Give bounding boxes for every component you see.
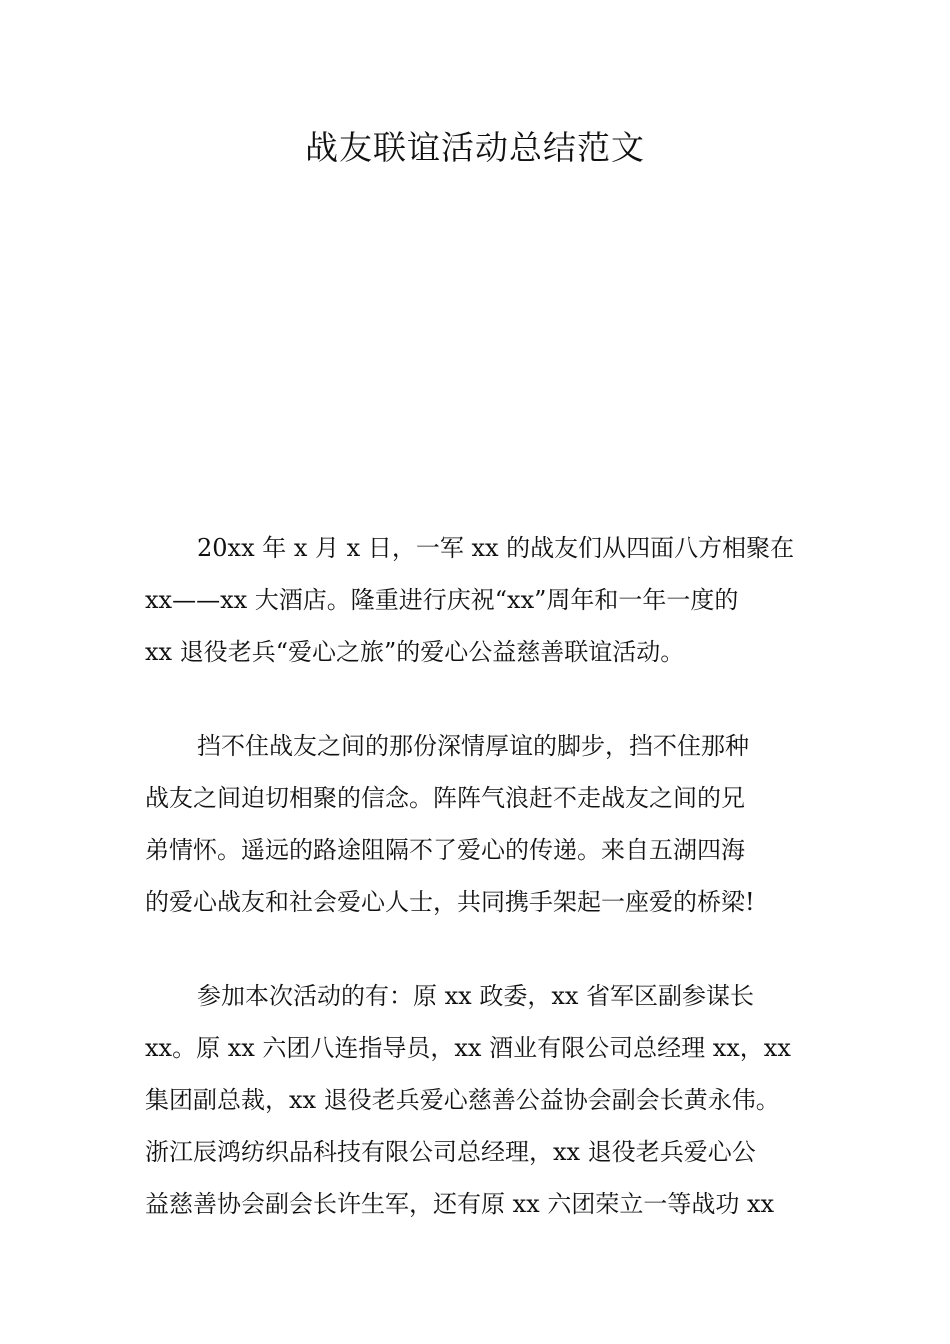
paragraph-line: 弟情怀。遥远的路途阻隔不了爱心的传递。来自五湖四海 <box>145 836 745 864</box>
paragraph-line: 的爱心战友和社会爱心人士，共同携手架起一座爱的桥梁! <box>145 888 755 916</box>
paragraph-line: 集团副总裁，xx 退役老兵爱心慈善公益协会副会长黄永伟。 <box>145 1086 780 1114</box>
paragraph-line: 参加本次活动的有：原 xx 政委，xx 省军区副参谋长 <box>197 982 755 1010</box>
paragraph-line: 20xx 年 x 月 x 日，一军 xx 的战友们从四面八方相聚在 <box>197 534 795 562</box>
document-title: 战友联谊活动总结范文 <box>305 128 645 167</box>
paragraph-line: xx 退役老兵“爱心之旅”的爱心公益慈善联谊活动。 <box>145 638 685 666</box>
paragraph-line: 挡不住战友之间的那份深情厚谊的脚步，挡不住那种 <box>197 732 749 760</box>
paragraph-line: xx——xx 大酒店。隆重进行庆祝“xx”周年和一年一度的 <box>145 586 739 614</box>
paragraph-line: 浙江辰鸿纺织品科技有限公司总经理，xx 退役老兵爱心公 <box>145 1138 756 1166</box>
paragraph-2 <box>145 720 825 928</box>
paragraph-1 <box>145 522 825 678</box>
paragraph-3 <box>145 970 825 1230</box>
paragraph-line: xx。原 xx 六团八连指导员，xx 酒业有限公司总经理 xx，xx <box>145 1034 791 1062</box>
paragraph-line: 战友之间迫切相聚的信念。阵阵气浪赶不走战友之间的兄 <box>145 784 745 812</box>
paragraph-line: 益慈善协会副会长许生军，还有原 xx 六团荣立一等战功 xx <box>145 1190 775 1218</box>
